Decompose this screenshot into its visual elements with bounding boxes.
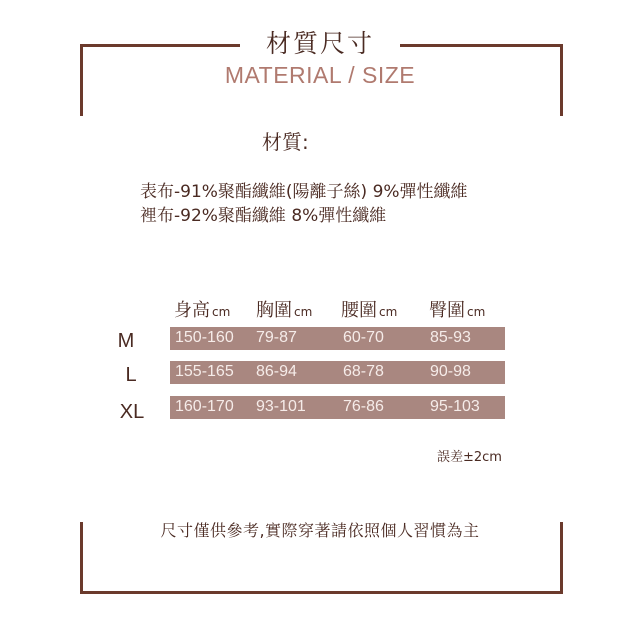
cell-waist: 76-86: [343, 398, 384, 415]
cell-bust: 79-87: [256, 329, 297, 346]
cell-hip: 95-103: [430, 398, 480, 415]
column-header-bust: 胸圍 cm: [256, 300, 313, 321]
cell-bust: 86-94: [256, 363, 297, 380]
page-subtitle: MATERIAL / SIZE: [224, 62, 416, 88]
size-label-m: M: [117, 330, 135, 352]
frame-bottom-line: [80, 591, 563, 594]
size-label-xl: XL: [119, 401, 145, 423]
material-lining: 裡布-92%聚酯纖維 8%彈性纖維: [140, 206, 387, 226]
size-label-l: L: [125, 364, 137, 386]
cell-hip: 85-93: [430, 329, 471, 346]
material-heading: 材質:: [262, 130, 309, 154]
column-header-waist: 腰圍 cm: [341, 300, 398, 321]
size-row-xl: [170, 396, 505, 419]
cell-height: 155-165: [175, 363, 234, 380]
cell-height: 160-170: [175, 398, 234, 415]
cell-hip: 90-98: [430, 363, 471, 380]
footer-note: 尺寸僅供參考,實際穿著請依照個人習慣為主: [160, 521, 480, 540]
tolerance-note: 誤差±2cm: [437, 450, 502, 465]
page-title: 材質尺寸: [265, 29, 374, 58]
cell-waist: 68-78: [343, 363, 384, 380]
size-row-l: [170, 361, 505, 384]
column-header-height: 身高 cm: [174, 300, 231, 321]
material-outer-fabric: 表布-91%聚酯纖維(陽離子絲) 9%彈性纖維: [140, 182, 468, 202]
size-row-m: [170, 327, 505, 350]
cell-height: 150-160: [175, 329, 234, 346]
cell-waist: 60-70: [343, 329, 384, 346]
cell-bust: 93-101: [256, 398, 306, 415]
column-header-hip: 臀圍 cm: [429, 300, 486, 321]
